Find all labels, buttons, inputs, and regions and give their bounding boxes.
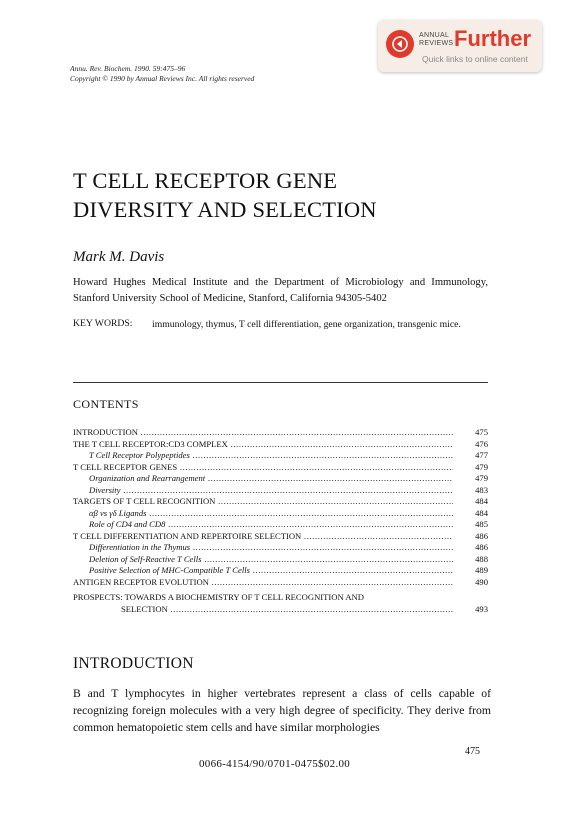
annual-reviews-further-badge[interactable] — [378, 20, 542, 72]
table-of-contents — [73, 427, 488, 615]
toc-entry-prospects[interactable] — [73, 592, 488, 615]
toc-entry-page: 485 — [475, 519, 488, 529]
keywords-text: immunology, thymus, T cell differentiation, gene organization, transgenic mice. — [152, 319, 461, 330]
title-line-2: DIVERSITY AND SELECTION — [73, 197, 377, 222]
further-logo-icon — [386, 30, 414, 58]
citation-line-2: Copyright © 1990 by Annual Reviews Inc. All rights reserved — [70, 74, 255, 83]
page-number: 475 — [465, 746, 480, 757]
toc-entry[interactable] — [73, 565, 488, 577]
toc-entry[interactable] — [73, 485, 488, 497]
introduction-paragraph: B and T lymphocytes in higher vertebrates represent a class of cells capable of recognizing foreign molecules with a very high degree of specificity. They derive from common hematopoietic stem cells and have similar morphologies — [73, 687, 491, 734]
toc-entry-title: Positive Selection of MHC-Compatible T Cells ..... — [89, 565, 453, 577]
toc-entry[interactable] — [73, 531, 488, 543]
toc-entry-title: T CELL DIFFERENTIATION AND REPERTOIRE SELECTION ..... — [73, 531, 453, 543]
toc-entry-page: 488 — [475, 553, 488, 564]
toc-entry-page: 490 — [475, 576, 488, 587]
toc-entry[interactable] — [73, 496, 488, 508]
toc-entry-title: ANTIGEN RECEPTOR EVOLUTION ..... — [73, 577, 453, 589]
toc-entry-page: 489 — [475, 565, 488, 575]
annual-reviews-label — [419, 32, 453, 48]
title-line-1: T CELL RECEPTOR GENE — [73, 168, 338, 193]
toc-entry-title: TARGETS OF T CELL RECOGNITION ..... — [73, 496, 453, 508]
toc-entry-title: Organization and Rearrangement ..... — [89, 473, 453, 485]
contents-heading: CONTENTS — [73, 397, 139, 411]
toc-entry-title: Deletion of Self-Reactive T Cells ..... — [89, 554, 453, 566]
citation-line-1: Annu. Rev. Biochem. 1990. 59:475–96 — [70, 64, 186, 73]
toc-entry-page: 476 — [475, 438, 488, 449]
article-code: 0066-4154/90/0701-0475$02.00 — [199, 758, 351, 770]
further-label: Further — [454, 26, 531, 51]
section-divider — [73, 382, 488, 383]
toc-entry-title: T Cell Receptor Polypeptides ..... — [89, 450, 453, 462]
toc-entry-title-line-2-text: SELECTION — [121, 603, 168, 614]
toc-entry-title: αβ vs γδ Ligands ..... — [89, 508, 453, 520]
introduction-heading: INTRODUCTION — [73, 655, 194, 672]
toc-entry[interactable] — [73, 473, 488, 485]
annual-label — [419, 32, 453, 48]
annual-word: ANNUAL — [419, 32, 450, 39]
toc-entry[interactable] — [73, 519, 488, 531]
toc-entry-title: Role of CD4 and CD8 ..... — [89, 519, 453, 531]
toc-entry[interactable] — [73, 450, 488, 462]
toc-entry-page: 493 — [475, 603, 488, 614]
article-title — [73, 166, 493, 224]
toc-entry-page: 486 — [475, 530, 488, 541]
toc-entry-page: 484 — [475, 507, 488, 518]
toc-entry-title: THE T CELL RECEPTOR:CD3 COMPLEX ..... — [73, 439, 453, 451]
toc-entry-title: Diversity ..... — [89, 485, 453, 497]
toc-entry-page: 475 — [475, 427, 488, 437]
toc-entry-title: Differentiation in the Thymus ..... — [89, 542, 453, 554]
quick-links-label: Quick links to online content — [422, 54, 528, 64]
toc-entry[interactable] — [73, 554, 488, 566]
citation — [70, 64, 254, 84]
toc-entry-page: 483 — [475, 484, 488, 495]
reviews-word: REVIEWS — [419, 40, 454, 47]
toc-entry-page: 479 — [475, 461, 488, 472]
toc-entry[interactable] — [73, 427, 488, 439]
toc-entry[interactable] — [73, 462, 488, 474]
author-name: Mark M. Davis — [73, 249, 165, 265]
toc-entry-title-line-2 — [121, 604, 453, 616]
toc-entry-title-line-1: PROSPECTS: TOWARDS A BIOCHEMISTRY OF T CELL RECOGNITION AND — [73, 592, 364, 602]
toc-entry-title: INTRODUCTION ..... — [73, 427, 453, 439]
toc-entry[interactable] — [73, 508, 488, 520]
toc-entry-page: 477 — [475, 450, 488, 460]
affiliation: Howard Hughes Medical Institute and the Department of Microbiology and Immunology, Stanford University School of Medicine, Stanford, California 94305-5402 — [73, 277, 488, 304]
toc-entry-page: 479 — [475, 473, 488, 483]
toc-entry[interactable] — [73, 577, 488, 589]
toc-entry[interactable] — [73, 542, 488, 554]
toc-entry-title: T CELL RECEPTOR GENES ..... — [73, 462, 453, 474]
toc-entry[interactable] — [73, 439, 488, 451]
toc-entry-page: 486 — [475, 542, 488, 552]
toc-entry-page: 484 — [475, 496, 488, 506]
keywords-label: KEY WORDS: — [73, 318, 133, 329]
